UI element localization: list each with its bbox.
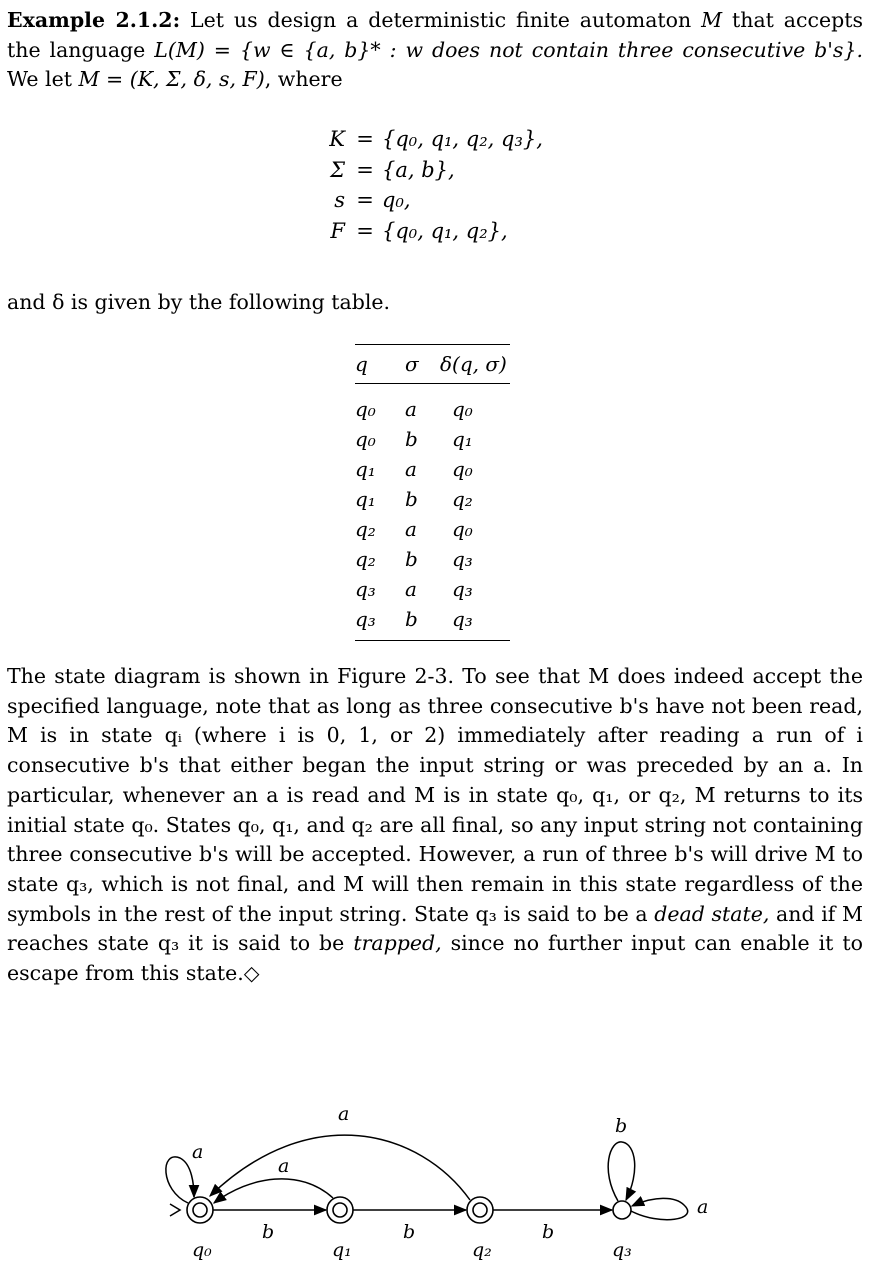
table-cell: a [405, 397, 417, 421]
state-q1 [327, 1197, 353, 1223]
table-row [355, 484, 510, 514]
table-row [355, 604, 510, 641]
table-row [355, 424, 510, 454]
definition-row [0, 124, 873, 155]
table-row [355, 514, 510, 544]
state-label-q3: q₃ [612, 1239, 632, 1261]
definition-row [0, 216, 873, 247]
table-cell: b [405, 547, 418, 571]
intro-text-2: that accepts the language [7, 8, 863, 62]
column-header: δ(q, σ) [440, 345, 510, 384]
table-header-row [355, 345, 510, 384]
table-cell: q₃ [355, 577, 376, 601]
state-diagram [0, 1090, 873, 1270]
explanation-text-1: The state diagram is shown in Figure 2-3. To see that M does indeed accept the specified language, note that as long as three consecutive b's have not been read, M is in state qᵢ (where i is 0, 1, or 2) immediately after reading a run of i consecutive b's that either began the input string or was preceded by an a. In particular, whenever an a is read and M is in state q₀, q₁, or q₂, M returns to its initial state q₀. States q₀, q₁, and q₂ are all final, so any input string not containing three consecutive b's will be accepted. However, a run of three b's will drive M to state q₃, which is not final, and M will then remain in this state regardless of the symbols in the rest of the input string. State q₃ is said to be a [7, 664, 863, 926]
term-trapped: trapped, [353, 931, 442, 956]
definition-equals: = [356, 218, 374, 243]
label-q3-loop-right: a [697, 1196, 709, 1218]
label-q2-q3: b [542, 1221, 555, 1243]
column-header: q [355, 345, 405, 384]
definition-rhs: {q₀, q₁, q₂, q₃}, [382, 127, 543, 151]
definition-row [0, 185, 873, 216]
table-cell: b [405, 607, 418, 631]
example-intro [7, 6, 863, 95]
edge-q2-q0 [210, 1135, 470, 1200]
language-definition: L(M) = {w ∈ {a, b}* : w does not contain three consecutive b's}. [154, 37, 864, 62]
table-cell: b [405, 487, 418, 511]
state-q2 [467, 1197, 493, 1223]
table-cell: q₃ [355, 607, 376, 631]
table-cell: q₀ [452, 517, 473, 541]
explanation-text-2: and if M reaches state q₃ it is said to be [7, 901, 863, 956]
machine-tuple: M = (K, Σ, δ, s, F) [78, 67, 265, 92]
state-label-q1: q₁ [332, 1239, 352, 1261]
definition-rhs: {a, b}, [382, 157, 455, 182]
table-cell: q₃ [452, 607, 473, 631]
table-cell: q₂ [355, 517, 376, 541]
explanation-text-3: since no further input can enable it to escape from this state. [7, 931, 863, 986]
machine-symbol: M [701, 8, 723, 32]
transition-table [355, 344, 510, 641]
table-cell: q₂ [355, 547, 376, 571]
label-q0-q1: b [262, 1221, 275, 1243]
state-q0 [187, 1197, 213, 1223]
table-cell: q₃ [452, 577, 473, 601]
definition-row [0, 155, 873, 186]
intro-text-1: Let us design a deterministic finite automaton [180, 8, 702, 32]
table-row [355, 544, 510, 574]
table-row [355, 454, 510, 484]
table-cell: b [405, 427, 418, 451]
table-row [355, 384, 510, 425]
definition-lhs: s [334, 188, 345, 212]
table-cell: a [405, 457, 417, 481]
definition-lhs: F [330, 218, 345, 243]
label-q3-loop-top: b [615, 1115, 628, 1137]
table-cell: a [405, 517, 417, 541]
table-cell: q₃ [452, 547, 473, 571]
definition-rhs: {q₀, q₁, q₂}, [382, 218, 508, 243]
term-dead-state: dead state, [654, 901, 770, 926]
state-label-q2: q₂ [472, 1239, 492, 1261]
example-label: Example 2.1.2: [7, 8, 181, 32]
label-q1-q2: b [403, 1221, 416, 1243]
edge-q1-q0 [214, 1179, 333, 1203]
table-cell: a [405, 577, 417, 601]
definition-lhs: K [329, 127, 345, 151]
table-row [355, 574, 510, 604]
loop-q3-right [631, 1198, 688, 1219]
table-cell: q₂ [452, 487, 473, 511]
table-cell: q₁ [452, 427, 473, 451]
explanation-paragraph [7, 662, 863, 989]
label-q0-loop: a [192, 1141, 204, 1163]
table-cell: q₀ [355, 427, 376, 451]
definition-rhs: q₀, [382, 188, 411, 212]
definition-lhs: Σ [330, 157, 345, 182]
start-arrow-icon [170, 1204, 180, 1216]
intro-text-3: We let [7, 67, 79, 92]
table-cell: q₀ [452, 457, 473, 481]
loop-q0 [166, 1157, 194, 1203]
table-cell: q₁ [355, 457, 376, 481]
intro-text-4: , where [264, 67, 343, 92]
end-of-example-icon: ◇ [243, 961, 260, 986]
definition-equals: = [356, 157, 374, 182]
label-q1-q0: a [278, 1155, 290, 1177]
loop-q3-top [608, 1142, 635, 1201]
table-cell: q₀ [355, 397, 376, 421]
definitions-block [0, 124, 873, 246]
state-q3 [613, 1201, 631, 1219]
table-intro: and δ is given by the following table. [7, 290, 391, 314]
definition-equals: = [356, 188, 374, 212]
definition-equals: = [356, 127, 374, 151]
table-cell: q₁ [355, 487, 376, 511]
table-cell: q₀ [452, 397, 473, 421]
label-q2-q0: a [338, 1103, 350, 1125]
state-label-q0: q₀ [192, 1239, 212, 1261]
column-header: σ [405, 345, 440, 384]
